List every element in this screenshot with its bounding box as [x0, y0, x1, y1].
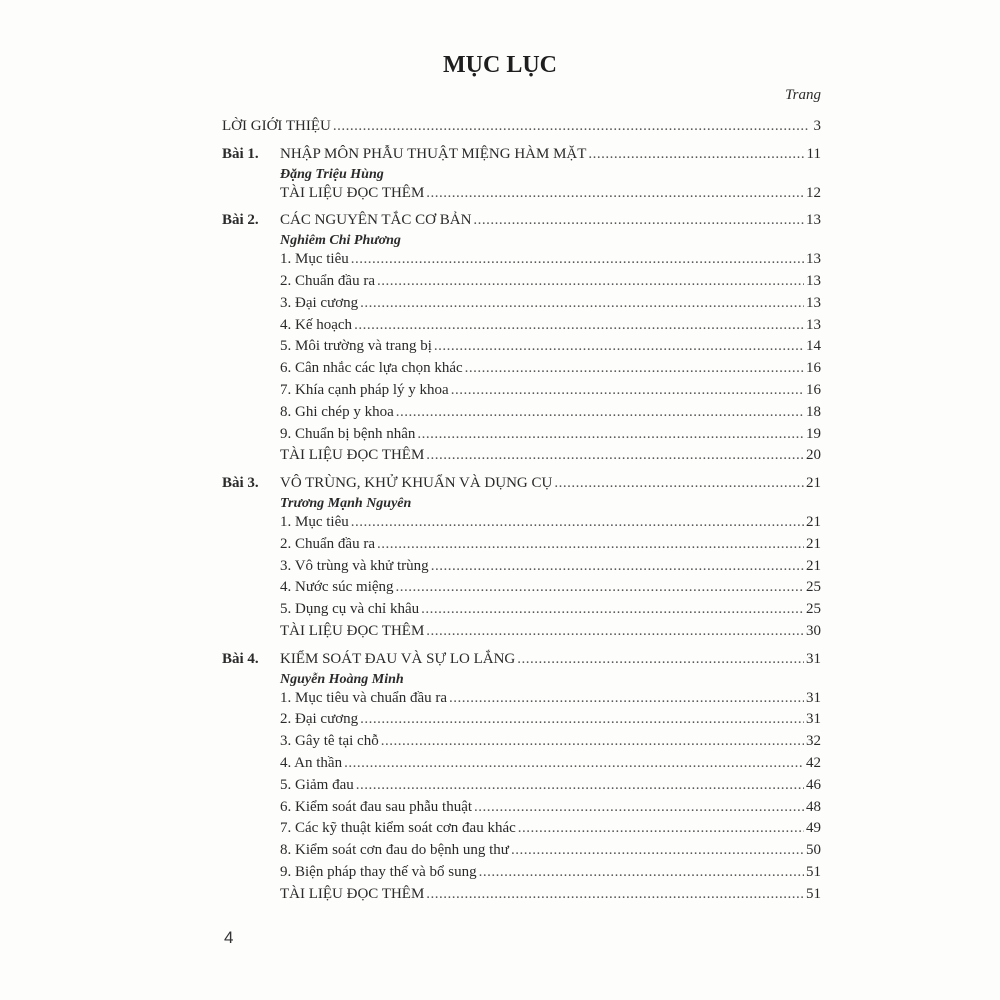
dot-leader: [356, 775, 804, 797]
toc-entry-item[interactable]: [222, 293, 821, 315]
toc-entry-item[interactable]: [222, 688, 821, 710]
dot-leader: [473, 210, 804, 232]
dot-leader: [588, 144, 804, 166]
dot-leader: [333, 116, 809, 138]
entry-page: 21: [806, 557, 821, 574]
entry-page: 16: [806, 360, 821, 377]
page-number: 4: [224, 928, 234, 947]
toc-entry-item[interactable]: [222, 731, 821, 753]
dot-leader: [396, 402, 804, 424]
dot-leader: [451, 380, 804, 402]
entry-page: 42: [806, 754, 821, 771]
table-of-contents: [222, 116, 821, 906]
entry-label: 8. Kiểm soát cơn đau do bệnh ung thư: [280, 842, 509, 859]
entry-page: 49: [806, 820, 821, 837]
entry-label: 2. Đại cương: [280, 711, 359, 728]
dot-leader: [421, 599, 804, 621]
entry-label: 2. Chuẩn đầu ra: [280, 272, 375, 289]
toc-entry-item[interactable]: [222, 862, 821, 884]
lesson-section: [222, 210, 821, 467]
dot-leader: [351, 512, 804, 534]
entry-label: 7. Khía cạnh pháp lý y khoa: [280, 381, 449, 398]
entry-label: 4. An thần: [280, 754, 343, 771]
entry-page: 46: [806, 776, 821, 793]
dot-leader: [381, 731, 804, 753]
entry-label: 6. Cân nhắc các lựa chọn khác: [280, 360, 463, 377]
toc-entry-intro[interactable]: [222, 116, 821, 138]
toc-entry-item[interactable]: [222, 577, 821, 599]
entry-label: 9. Biện pháp thay thế và bổ sung: [280, 863, 477, 880]
dot-leader: [517, 649, 804, 671]
lesson-number: Bài 1.: [222, 145, 259, 162]
entry-label: 2. Chuẩn đầu ra: [280, 535, 375, 552]
toc-entry-reading[interactable]: [222, 621, 821, 643]
entry-label: 1. Mục tiêu: [280, 513, 349, 530]
entry-label: VÔ TRÙNG, KHỬ KHUẨN VÀ DỤNG CỤ: [280, 475, 553, 492]
dot-leader: [426, 183, 804, 205]
entry-page: 25: [806, 579, 821, 596]
entry-page: 11: [806, 145, 821, 162]
lesson-section: [222, 649, 821, 906]
entry-label: TÀI LIỆU ĐỌC THÊM: [280, 885, 425, 902]
entry-label: 1. Mục tiêu và chuẩn đầu ra: [280, 689, 448, 706]
entry-page: 16: [806, 381, 821, 398]
toc-entry-item[interactable]: [222, 753, 821, 775]
dot-leader: [377, 534, 804, 556]
entry-label: 3. Gây tê tại chỗ: [280, 733, 379, 750]
toc-entry-item[interactable]: [222, 512, 821, 534]
entry-page: 51: [806, 863, 821, 880]
toc-entry-item[interactable]: [222, 797, 821, 819]
entry-label: 5. Môi trường và trang bị: [280, 338, 432, 355]
toc-entry-item[interactable]: [222, 534, 821, 556]
dot-leader: [479, 862, 804, 884]
toc-entry-item[interactable]: [222, 380, 821, 402]
toc-entry-item[interactable]: [222, 424, 821, 446]
entry-page: 32: [806, 733, 821, 750]
dot-leader: [511, 840, 804, 862]
dot-leader: [431, 556, 804, 578]
entry-page: 25: [806, 601, 821, 618]
toc-entry-item[interactable]: [222, 840, 821, 862]
entry-page: 13: [806, 272, 821, 289]
dot-leader: [554, 473, 804, 495]
entry-page: 13: [806, 316, 821, 333]
entry-label: 6. Kiểm soát đau sau phẫu thuật: [280, 798, 473, 815]
toc-entry-item[interactable]: [222, 709, 821, 731]
entry-label: 5. Giảm đau: [280, 776, 354, 793]
page-title: MỤC LỤC: [443, 52, 557, 78]
entry-page: 21: [806, 513, 821, 530]
entry-label: LỜI GIỚI THIỆU: [222, 118, 331, 134]
dot-leader: [426, 445, 804, 467]
entry-page: 31: [806, 689, 821, 706]
entry-page: 13: [806, 294, 821, 311]
dot-leader: [434, 336, 804, 358]
entry-label: 1. Mục tiêu: [280, 251, 349, 268]
entry-label: 9. Chuẩn bị bệnh nhân: [280, 425, 416, 442]
toc-entry-lesson[interactable]: [222, 649, 821, 671]
toc-entry-lesson[interactable]: [222, 473, 821, 495]
entry-label: 7. Các kỹ thuật kiểm soát cơn đau khác: [280, 820, 516, 837]
entry-page: 21: [806, 475, 821, 492]
lesson-author: Trương Mạnh Nguyên: [280, 495, 412, 511]
dot-leader: [426, 621, 804, 643]
entry-page: 18: [806, 403, 821, 420]
toc-entry-item[interactable]: [222, 336, 821, 358]
entry-page: 19: [806, 425, 821, 442]
entry-page: 13: [806, 212, 821, 229]
entry-page: 31: [806, 711, 821, 728]
entry-page: 12: [806, 184, 821, 201]
entry-label: KIỂM SOÁT ĐAU VÀ SỰ LO LẮNG: [280, 650, 516, 667]
entry-label: 4. Kế hoạch: [280, 316, 353, 333]
entry-page: 13: [806, 251, 821, 268]
lesson-number: Bài 2.: [222, 212, 259, 229]
entry-label: 3. Vô trùng và khử trùng: [280, 557, 429, 574]
toc-entry-item[interactable]: [222, 315, 821, 337]
entry-page: 31: [806, 650, 821, 667]
entry-label: 8. Ghi chép y khoa: [280, 403, 394, 420]
entry-label: 5. Dụng cụ và chỉ khâu: [280, 601, 420, 618]
entry-label: 4. Nước súc miệng: [280, 579, 394, 596]
dot-leader: [426, 884, 804, 906]
dot-leader: [474, 797, 804, 819]
entry-page: 51: [806, 885, 821, 902]
dot-leader: [354, 315, 804, 337]
toc-entry-item[interactable]: [222, 249, 821, 271]
toc-entry-item[interactable]: [222, 775, 821, 797]
dot-leader: [396, 577, 804, 599]
entry-label: NHẬP MÔN PHẪU THUẬT MIỆNG HÀM MẶT: [280, 145, 587, 162]
toc-entry-lesson[interactable]: [222, 210, 821, 232]
lesson-number: Bài 4.: [222, 650, 259, 667]
dot-leader: [360, 293, 804, 315]
toc-entry-reading[interactable]: [222, 445, 821, 467]
entry-label: TÀI LIỆU ĐỌC THÊM: [280, 622, 425, 639]
dot-leader: [377, 271, 804, 293]
toc-entry-item[interactable]: [222, 358, 821, 380]
lesson-author: Đặng Triệu Hùng: [280, 166, 384, 182]
lesson-section: [222, 144, 821, 205]
entry-page: 48: [806, 798, 821, 815]
lesson-author: Nghiêm Chi Phương: [280, 233, 401, 249]
dot-leader: [465, 358, 804, 380]
toc-entry-item[interactable]: [222, 271, 821, 293]
toc-entry-item[interactable]: [222, 402, 821, 424]
toc-entry-item[interactable]: [222, 599, 821, 621]
lesson-author: Nguyễn Hoàng Minh: [280, 671, 404, 687]
entry-page: 21: [806, 535, 821, 552]
entry-label: CÁC NGUYÊN TẮC CƠ BẢN: [280, 212, 472, 229]
page-column-label: Trang: [785, 87, 821, 103]
entry-label: TÀI LIỆU ĐỌC THÊM: [280, 447, 425, 464]
lesson-number: Bài 3.: [222, 475, 259, 492]
dot-leader: [360, 709, 804, 731]
entry-page: 20: [806, 447, 821, 464]
entry-page: 3: [813, 118, 821, 134]
toc-entry-reading[interactable]: [222, 183, 821, 205]
dot-leader: [351, 249, 804, 271]
toc-entry-item[interactable]: [222, 556, 821, 578]
toc-entry-lesson[interactable]: [222, 144, 821, 166]
entry-label: 3. Đại cương: [280, 294, 359, 311]
dot-leader: [417, 424, 804, 446]
dot-leader: [518, 818, 804, 840]
dot-leader: [449, 688, 804, 710]
entry-page: 30: [806, 622, 821, 639]
entry-label: TÀI LIỆU ĐỌC THÊM: [280, 184, 425, 201]
toc-entry-reading[interactable]: [222, 884, 821, 906]
dot-leader: [344, 753, 804, 775]
lesson-section: [222, 473, 821, 643]
entry-page: 14: [806, 338, 821, 355]
toc-entry-item[interactable]: [222, 818, 821, 840]
entry-page: 50: [806, 842, 821, 859]
